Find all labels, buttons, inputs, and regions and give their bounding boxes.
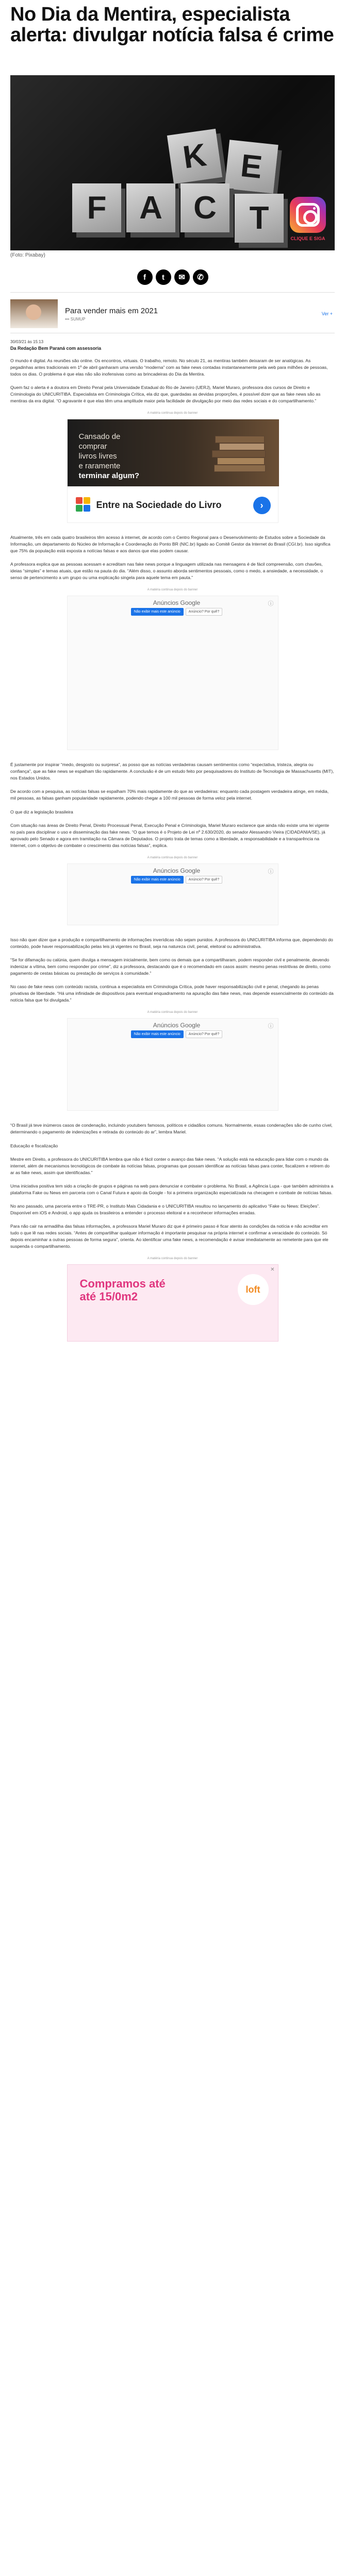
why-ad-button[interactable]: Anúncio? Por quê? [186,608,223,616]
divider [10,292,335,293]
article-paragraph: De acordo com a pesquisa, as notícias falsas se espalham 70% mais rapidamente do que as verdadeiras: enquanto cada postagem verdadeira atinge, em média, mil pessoas, as falsas ganham popularidade rapidamente, podendo chegar a 100 mil pessoas de forma veloz pela internet. [10,789,329,801]
promo-more-link[interactable]: Ver + [321,311,333,316]
article-hero-image [10,75,335,250]
cube-letter: T [235,194,284,243]
whatsapp-icon[interactable]: ✆ [193,269,208,285]
cube-letter: F [72,183,121,232]
why-ad-button[interactable]: Anúncio? Por quê? [186,1030,223,1038]
ad-text-line: terminar algum? [78,471,140,480]
close-icon[interactable]: ✕ [270,1267,275,1273]
article-paragraph: É justamente por inspirar “medo, desgosto ou surpresa”, as posso que as notícias verdadeiras causam sentimentos como “expectativa, tristeza, alegria ou confiança”, que as fake news se espalham tão rapidamente. A conclusão é de um estudo feito por pesquisadores do Instituto de Tecnologia de Massachusetts (MIT), nos Estados Unidos. [10,762,334,781]
sponsored-promo[interactable] [10,298,335,330]
email-icon[interactable]: ✉ [174,269,190,285]
stop-ad-button[interactable]: Não exibir mais este anúncio [131,876,184,884]
section-subhead: Educação e fiscalização [10,1143,58,1148]
article-headline: No Dia da Mentira, especialista alerta: divulgar notícia falsa é crime [10,4,334,46]
stop-ad-button[interactable]: Não exibir mais este anúncio [131,608,184,616]
article-paragraph: Uma iniciativa positiva tem sido a criação de grupos e páginas na web para denunciar e combater o problema. No Brasil, a Agência Lupa - que também administra a plataforma Fake ou News em parceria com o Canal Futura e apoio da Google - foi a primeira organização especializada na checagem e combate de notícias falsas. [10,1183,334,1195]
ad-continue-label: A matéria continua depois do banner [147,856,198,859]
instagram-follow-badge[interactable] [283,197,333,248]
cube-letter: A [126,183,175,232]
ad-info-icon[interactable]: ⓘ [268,869,274,875]
share-bar [10,269,335,285]
google-ad-slot [67,863,278,925]
ad-info-icon[interactable]: ⓘ [268,601,274,607]
books-illustration [209,429,271,478]
article-paragraph: Com situação nas áreas de Direito Penal, Direito Processual Penal, Execução Penal e Criminologia, Mariel Muraro esclarece que ainda não existe uma lei vigente no país para disciplinar o uso e disseminação das fake news. “O que temos é o Projeto de Lei nº 2.630/2020, do senador Alessandro Vieira (CIDADANIA/SE), já aprovado pelo Senado e agora em tramitação na Câmara de Deputados. O projeto trata de temas como a liberdade, a responsabilidade e a transparência na Internet, com o objetivo de combater o crescimento das notícias falsas”, explica. [10,823,330,848]
article-paragraph: Atualmente, três em cada quatro brasileiros têm acesso à internet, de acordo com o Centro Regional para o Desenvolvimento de Estudos sobre a Sociedade da Informação, um departamento do Núcleo de Informação e Coordenação do Ponto BR (NIC.br) ligado ao Comitê Gestor da Internet do Brasil (CGI.br). Isso significa que 75% da população está exposta a notícias falsas e aos danos que elas podem causar. [10,535,331,553]
article-author: Da Redação Bem Paraná com assessoria [10,346,102,351]
twitter-icon[interactable]: t [156,269,171,285]
publish-date: 30/03/21 às 15:13 [10,340,44,344]
loft-logo: loft [238,1274,269,1305]
article-paragraph: No caso de fake news com conteúdo racista, continua a especialista em Criminologia Crítica, pode haver responsabilização civil e penal, chegando às penas privativas de liberdade. “Há uma infinidade de dispositivos para eventual enquadramento na apuração das fake news, mas depende essencialmente do conteúdo da notícia falsa que foi divulgada.” [10,984,334,1003]
ad-brand-text: Entre na Sociedade do Livro [96,500,222,510]
article-paragraph: Isso não quer dizer que a produção e compartilhamento de informações inverídicas não sejam punidos. A professora do UNICURITIBA informa que, dependendo do conteúdo, pode haver responsabilização pelas leis já vigentes no Brasil, seja na natureza civil, penal, eleitoral ou administrativa. [10,937,333,949]
google-ad-slot [67,596,278,750]
instagram-icon [290,197,326,233]
article-paragraph: Para não cair na armadilha das falsas informações, a professora Mariel Muraro diz que é primeiro passo é ficar atento às condições da notícia e não acreditar em tudo o que lê nas redes sociais. “Antes de compartilhar qualquer informação é importante pesquisar na própria internet e confirmar a veracidade do conteúdo. Só depois encaminhar a outras pessoas de forma segura”, orienta. Ao identificar uma fake news, a recomendação é avisar imediatamente ao remetente para que ele suspenda o compartilhamento. [10,1224,328,1249]
article-paragraph: Quem faz o alerta é a doutora em Direito Penal pela Universidade Estadual do Rio de Janeiro (UERJ), Mariel Muraro, professora dos cursos de Direito e Criminologia do UNICURITIBA. Especialista em Criminologia Crítica, ela diz que, guardadas as devidas proporções, é possível dizer que as fake news são as mentiras da era digital. “O agravante é que elas têm uma amplitude maior pela facilidade de divulgação por meio das redes sociais e do compartilhamento.” [10,385,321,403]
ad-continue-label: A matéria continua depois do banner [147,412,198,415]
ad-text-line: Cansado de [78,432,121,441]
ad-text-line: até 15/0m2 [79,1290,138,1303]
ad-continue-label: A matéria continua depois do banner [147,1257,198,1260]
promo-title: Para vender mais em 2021 [65,306,158,315]
ad-text-line: comprar [78,442,107,451]
photo-credit: (Foto: Pixabay) [10,252,45,258]
promo-thumbnail [10,299,58,328]
ad-loft[interactable] [67,1264,278,1342]
article-paragraph: “O Brasil já teve inúmeros casos de condenação, incluindo youtubers famosos, políticos e cidadãos comuns. Normalmente, essas condenações são de cunho cível, determinando o pagamento de indenizações e retirada do conteúdo do ar”, lembra Mariel. [10,1123,333,1134]
cube-letter: C [180,183,229,232]
section-subhead: O que diz a legislação brasileira [10,809,73,815]
google-ad-slot [67,1018,278,1111]
article-paragraph: Mestre em Direito, a professora do UNICURITIBA lembra que não é fácil conter o avanço das fake news. “A solução está na educação para lidar com o mundo da internet, além de mecanismos tecnológicos de combate às notícias falsas, programas que possam identificar as notícias falsas para conter, fiscalizem e retirem do ar as fake news, assim que identificadas.” [10,1157,330,1175]
chevron-right-icon[interactable]: › [253,497,271,514]
cube-letter: E [224,140,278,193]
ad-text-line: Compramos até [79,1277,166,1290]
why-ad-button[interactable]: Anúncio? Por quê? [186,876,223,884]
article-paragraph: A professora explica que as pessoas acessam e acreditam nas fake news porque a linguagem utilizada nas mensagens é de fácil compreensão, com chavões, ideias “simples” e temas atuais, que estão na pauta do dia. “Além disso, o assunto aborda sentimentos pessoais, como o medo, a ansiedade, a necessidade, o senso de pertencimento a um grupo ou uma explicação singela para aquele tema em pauta.” [10,562,323,580]
instagram-caption: CLIQUE E SIGA [290,236,325,241]
article-paragraph: No ano passado, uma parceria entre o TRE-PR, o Instituto Mais Cidadania e o UNICURITIBA resultou no lançamento do aplicativo “Fake ou News: Eleições”. Disponível em iOS e Android, o app ajuda os brasileiros a entender o processo eleitoral e a reconhecer informações erradas. [10,1204,320,1215]
sociedade-do-livro-logo [76,497,91,513]
google-ads-title: Anúncios Google [153,599,201,606]
article-paragraph: O mundo é digital. As reuniões são online. Os encontros, virtuais. O trabalho, remoto. No século 21, as mentiras também deixaram de ser analógicas. As pegadinhas antes tradicionais em 1º de abril ganharam uma versão “moderna” com as fake news contadas instantaneamente pela web para milhões de pessoas, todos os dias. O problema é que elas não são inofensivas como as brincadeiras do Dia da Mentira. [10,358,328,377]
ad-continue-label: A matéria continua depois do banner [147,588,198,591]
ad-continue-label: A matéria continua depois do banner [147,1011,198,1014]
facebook-icon[interactable]: f [137,269,153,285]
google-ads-title: Anúncios Google [153,1022,201,1029]
article-paragraph: “Se for difamação ou calúnia, quem divulga a mensagem inicialmente, bem como os demais que a compartilharam, podem responder civil e penalmente, devendo indenizar a vítima, bem como responder por crime”, diz a professora, destacando que é o recomendado em casos assim: mesmo penas restritivas de direito, como pagamento de cestas básicas ou prestação de serviços à comunidade.” [10,957,331,976]
promo-sponsor: ••• SUMUP [65,316,86,321]
google-ads-title: Anúncios Google [153,867,201,874]
fake-fact-cubes [72,132,289,245]
ad-sociedade-do-livro[interactable] [67,419,278,523]
ad-text-line: livros livres [78,452,117,461]
ad-info-icon[interactable]: ⓘ [268,1023,274,1029]
ad-text-line: e raramente [78,462,121,470]
cube-letter: K [167,129,222,184]
stop-ad-button[interactable]: Não exibir mais este anúncio [131,1030,184,1038]
